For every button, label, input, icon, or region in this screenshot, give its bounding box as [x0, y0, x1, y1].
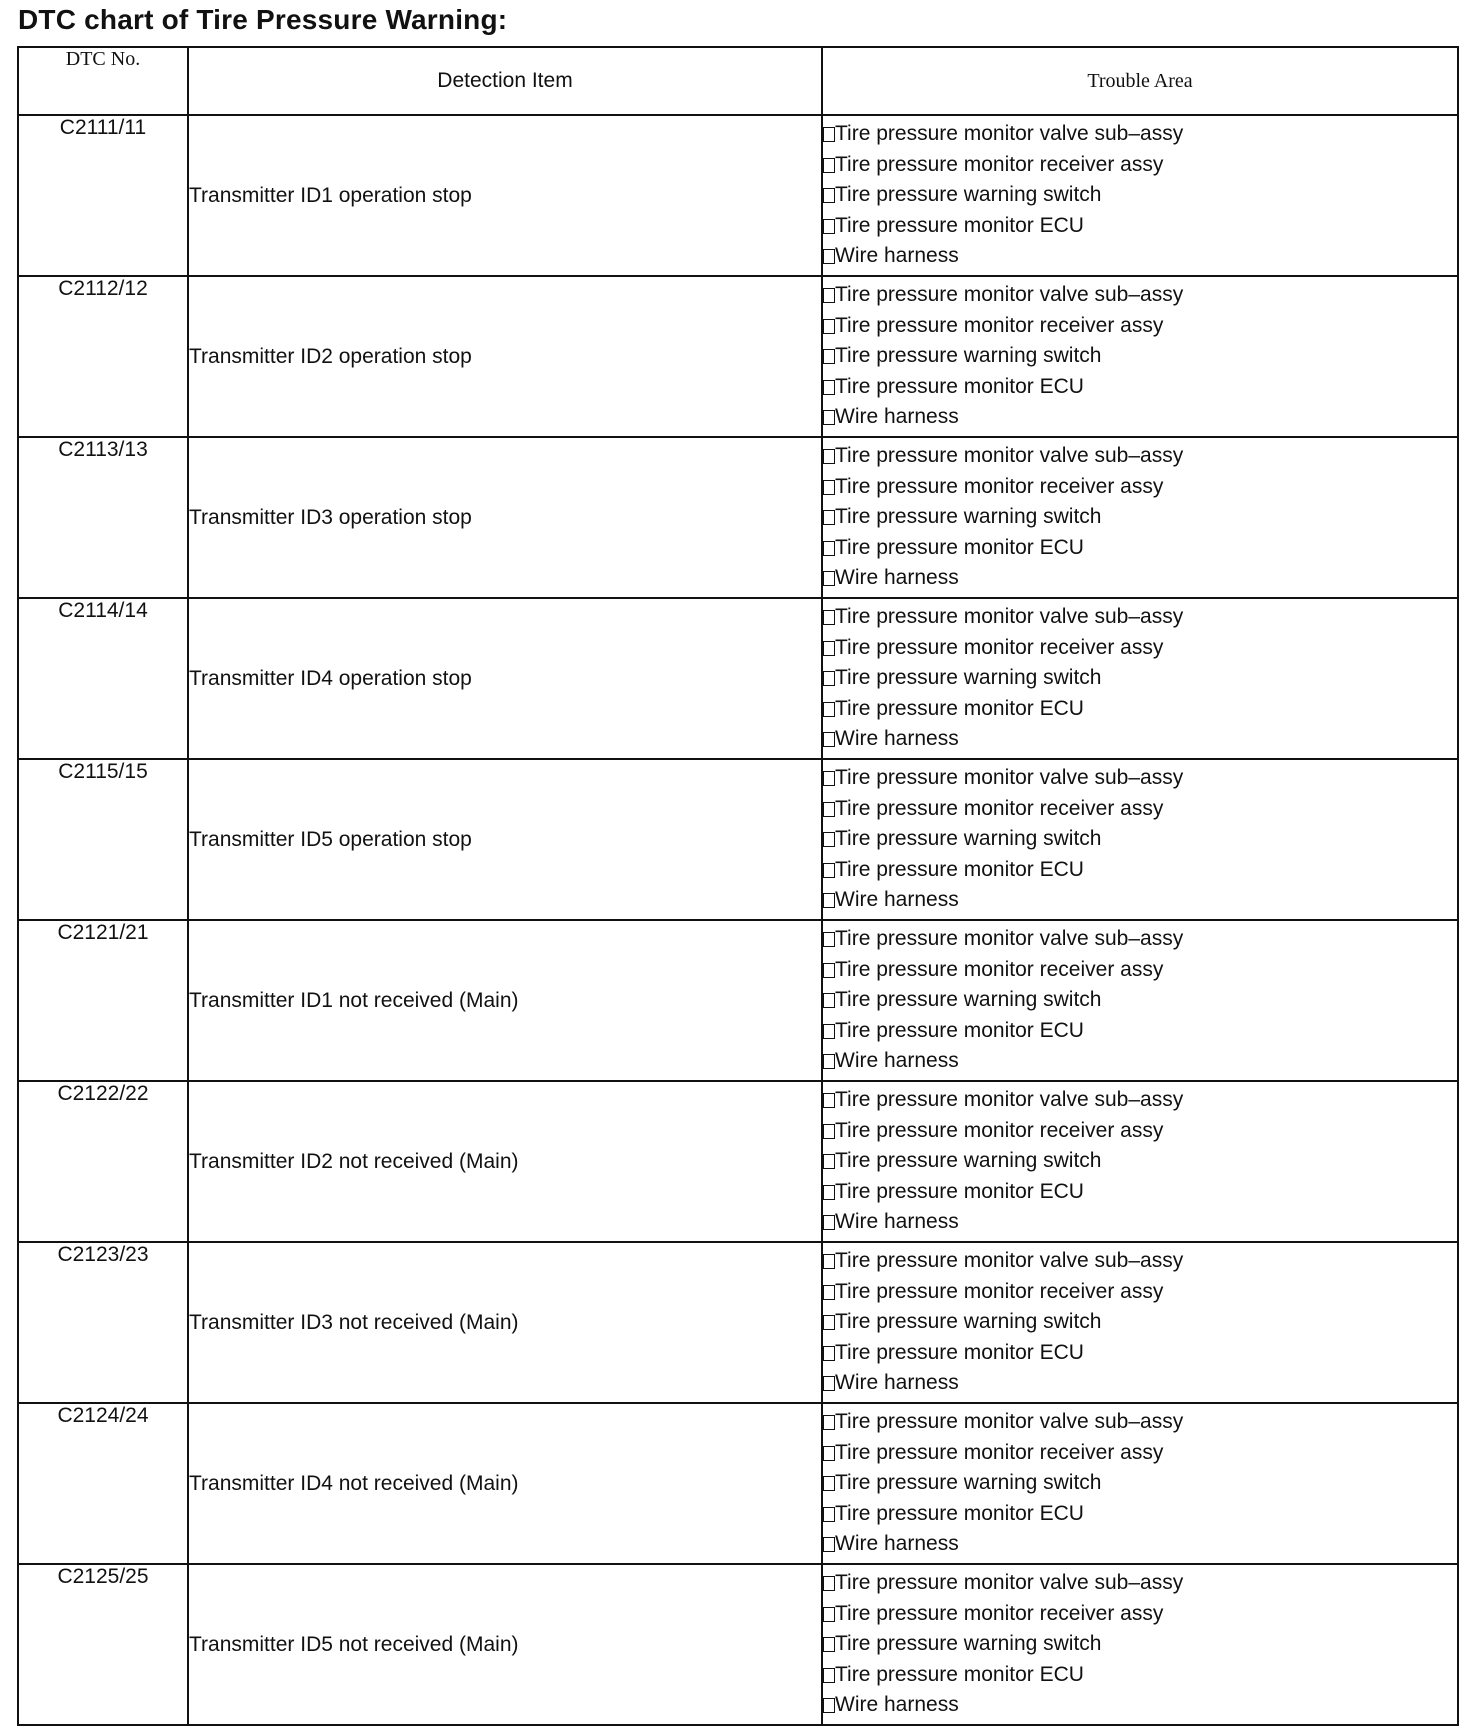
trouble-area-label: Tire pressure warning switch: [835, 988, 1102, 1012]
trouble-area-cell: [822, 598, 1458, 759]
checkbox-icon: [823, 288, 835, 303]
trouble-area-label: Tire pressure monitor ECU: [835, 1501, 1084, 1525]
detection-item-cell: Transmitter ID1 operation stop: [188, 115, 822, 276]
detection-item-cell: Transmitter ID4 not received (Main): [188, 1403, 822, 1564]
detection-item-cell: Transmitter ID4 operation stop: [188, 598, 822, 759]
trouble-area-cell: [822, 1564, 1458, 1725]
trouble-area-label: Wire harness: [835, 1532, 959, 1556]
dtc-table: [17, 46, 1459, 1726]
trouble-area-item: [823, 855, 1457, 885]
trouble-area-cell: [822, 1242, 1458, 1403]
checkbox-icon: [823, 219, 835, 234]
checkbox-icon: [823, 1607, 835, 1622]
checkbox-icon: [823, 1185, 835, 1200]
trouble-area-label: Tire pressure warning switch: [835, 344, 1102, 368]
checkbox-icon: [823, 1537, 835, 1552]
dtc-code-cell: C2121/21: [18, 920, 188, 1081]
trouble-area-item: [823, 241, 1457, 271]
detection-item-cell: Transmitter ID2 not received (Main): [188, 1081, 822, 1242]
trouble-area-item: [823, 1116, 1457, 1146]
checkbox-icon: [823, 510, 835, 525]
trouble-area-label: Wire harness: [835, 888, 959, 912]
trouble-area-item: [823, 1599, 1457, 1629]
detection-item-cell: Transmitter ID3 not received (Main): [188, 1242, 822, 1403]
checkbox-icon: [823, 610, 835, 625]
trouble-area-label: Tire pressure monitor receiver assy: [835, 313, 1164, 337]
trouble-area-label: Tire pressure monitor valve sub–assy: [835, 122, 1184, 146]
checkbox-icon: [823, 1698, 835, 1713]
trouble-area-label: Tire pressure monitor ECU: [835, 374, 1084, 398]
trouble-area-label: Tire pressure monitor receiver assy: [835, 1279, 1164, 1303]
checkbox-icon: [823, 380, 835, 395]
checkbox-icon: [823, 932, 835, 947]
checkbox-icon: [823, 158, 835, 173]
checkbox-icon: [823, 1315, 835, 1330]
trouble-area-item: [823, 372, 1457, 402]
trouble-area-cell: [822, 1403, 1458, 1564]
checkbox-icon: [823, 1254, 835, 1269]
dtc-code-cell: C2125/25: [18, 1564, 188, 1725]
trouble-area-item: [823, 694, 1457, 724]
dtc-code-cell: C2114/14: [18, 598, 188, 759]
checkbox-icon: [823, 410, 835, 425]
table-row: [18, 598, 1458, 759]
checkbox-icon: [823, 1054, 835, 1069]
checkbox-icon: [823, 1346, 835, 1361]
dtc-code-cell: C2123/23: [18, 1242, 188, 1403]
checkbox-icon: [823, 1154, 835, 1169]
trouble-area-label: Tire pressure monitor ECU: [835, 1179, 1084, 1203]
trouble-area-item: [823, 633, 1457, 663]
checkbox-icon: [823, 993, 835, 1008]
trouble-area-item: [823, 1568, 1457, 1598]
dtc-code-cell: C2124/24: [18, 1403, 188, 1564]
header-dtc-no: DTC No.: [18, 47, 188, 115]
dtc-code-cell: C2111/11: [18, 115, 188, 276]
table-row: [18, 1081, 1458, 1242]
checkbox-icon: [823, 249, 835, 264]
trouble-area-item: [823, 441, 1457, 471]
checkbox-icon: [823, 188, 835, 203]
checkbox-icon: [823, 802, 835, 817]
trouble-area-item: [823, 663, 1457, 693]
trouble-area-item: [823, 1146, 1457, 1176]
checkbox-icon: [823, 732, 835, 747]
trouble-area-item: [823, 763, 1457, 793]
trouble-area-item: [823, 1468, 1457, 1498]
trouble-area-label: Tire pressure monitor ECU: [835, 213, 1084, 237]
trouble-area-item: [823, 211, 1457, 241]
checkbox-icon: [823, 349, 835, 364]
trouble-area-label: Tire pressure monitor receiver assy: [835, 957, 1164, 981]
checkbox-icon: [823, 963, 835, 978]
trouble-area-label: Wire harness: [835, 566, 959, 590]
trouble-area-label: Wire harness: [835, 405, 959, 429]
table-body: [18, 115, 1458, 1725]
checkbox-icon: [823, 1376, 835, 1391]
detection-item-cell: Transmitter ID5 operation stop: [188, 759, 822, 920]
trouble-area-item: [823, 1207, 1457, 1237]
trouble-area-label: Tire pressure monitor ECU: [835, 1018, 1084, 1042]
trouble-area-item: [823, 402, 1457, 432]
trouble-area-item: [823, 563, 1457, 593]
checkbox-icon: [823, 1093, 835, 1108]
table-row: [18, 437, 1458, 598]
trouble-area-label: Tire pressure warning switch: [835, 505, 1102, 529]
trouble-area-item: [823, 724, 1457, 754]
trouble-area-label: Tire pressure monitor receiver assy: [835, 1601, 1164, 1625]
trouble-area-item: [823, 885, 1457, 915]
trouble-area-item: [823, 1338, 1457, 1368]
checkbox-icon: [823, 1124, 835, 1139]
trouble-area-label: Tire pressure monitor valve sub–assy: [835, 444, 1184, 468]
checkbox-icon: [823, 1446, 835, 1461]
checkbox-icon: [823, 319, 835, 334]
checkbox-icon: [823, 1637, 835, 1652]
checkbox-icon: [823, 571, 835, 586]
trouble-area-item: [823, 311, 1457, 341]
trouble-area-label: Tire pressure monitor valve sub–assy: [835, 1410, 1184, 1434]
trouble-area-item: [823, 1277, 1457, 1307]
trouble-area-label: Tire pressure monitor valve sub–assy: [835, 766, 1184, 790]
checkbox-icon: [823, 1668, 835, 1683]
table-row: [18, 1403, 1458, 1564]
page-title: DTC chart of Tire Pressure Warning:: [18, 4, 508, 35]
table-row: [18, 759, 1458, 920]
trouble-area-item: [823, 985, 1457, 1015]
checkbox-icon: [823, 863, 835, 878]
trouble-area-label: Tire pressure monitor receiver assy: [835, 474, 1164, 498]
trouble-area-item: [823, 502, 1457, 532]
trouble-area-label: Tire pressure monitor receiver assy: [835, 1440, 1164, 1464]
trouble-area-item: [823, 955, 1457, 985]
table-row: [18, 1564, 1458, 1725]
header-trouble-area: Trouble Area: [822, 47, 1458, 115]
trouble-area-item: [823, 119, 1457, 149]
dtc-code-cell: C2122/22: [18, 1081, 188, 1242]
checkbox-icon: [823, 893, 835, 908]
trouble-area-label: Tire pressure monitor valve sub–assy: [835, 1571, 1184, 1595]
trouble-area-label: Wire harness: [835, 727, 959, 751]
trouble-area-label: Wire harness: [835, 1371, 959, 1395]
trouble-area-label: Wire harness: [835, 244, 959, 268]
trouble-area-item: [823, 1016, 1457, 1046]
dtc-code-cell: C2112/12: [18, 276, 188, 437]
trouble-area-cell: [822, 115, 1458, 276]
trouble-area-item: [823, 794, 1457, 824]
detection-item-cell: Transmitter ID3 operation stop: [188, 437, 822, 598]
trouble-area-label: Tire pressure monitor receiver assy: [835, 796, 1164, 820]
checkbox-icon: [823, 702, 835, 717]
checkbox-icon: [823, 1285, 835, 1300]
trouble-area-label: Tire pressure warning switch: [835, 183, 1102, 207]
trouble-area-label: Tire pressure warning switch: [835, 1632, 1102, 1656]
trouble-area-label: Tire pressure monitor ECU: [835, 1662, 1084, 1686]
trouble-area-label: Tire pressure monitor valve sub–assy: [835, 605, 1184, 629]
trouble-area-label: Tire pressure monitor receiver assy: [835, 635, 1164, 659]
checkbox-icon: [823, 832, 835, 847]
trouble-area-item: [823, 924, 1457, 954]
table-row: [18, 276, 1458, 437]
checkbox-icon: [823, 771, 835, 786]
trouble-area-label: Tire pressure warning switch: [835, 666, 1102, 690]
trouble-area-label: Tire pressure warning switch: [835, 1471, 1102, 1495]
trouble-area-item: [823, 1085, 1457, 1115]
trouble-area-label: Tire pressure warning switch: [835, 827, 1102, 851]
trouble-area-item: [823, 1177, 1457, 1207]
table-header: [18, 47, 1458, 115]
trouble-area-item: [823, 1529, 1457, 1559]
header-detection-item: Detection Item: [188, 47, 822, 115]
trouble-area-label: Tire pressure monitor valve sub–assy: [835, 1249, 1184, 1273]
detection-item-cell: Transmitter ID2 operation stop: [188, 276, 822, 437]
trouble-area-item: [823, 150, 1457, 180]
trouble-area-label: Tire pressure monitor ECU: [835, 857, 1084, 881]
table-row: [18, 1242, 1458, 1403]
checkbox-icon: [823, 127, 835, 142]
trouble-area-item: [823, 1690, 1457, 1720]
trouble-area-cell: [822, 759, 1458, 920]
checkbox-icon: [823, 480, 835, 495]
trouble-area-item: [823, 602, 1457, 632]
trouble-area-item: [823, 1368, 1457, 1398]
checkbox-icon: [823, 1576, 835, 1591]
table-row: [18, 115, 1458, 276]
trouble-area-item: [823, 472, 1457, 502]
trouble-area-item: [823, 1438, 1457, 1468]
detection-item-cell: Transmitter ID5 not received (Main): [188, 1564, 822, 1725]
trouble-area-cell: [822, 1081, 1458, 1242]
dtc-code-cell: C2113/13: [18, 437, 188, 598]
trouble-area-item: [823, 1660, 1457, 1690]
header-row: [18, 47, 1458, 115]
trouble-area-label: Tire pressure monitor ECU: [835, 535, 1084, 559]
trouble-area-label: Tire pressure monitor ECU: [835, 696, 1084, 720]
trouble-area-item: [823, 180, 1457, 210]
trouble-area-item: [823, 1046, 1457, 1076]
trouble-area-item: [823, 533, 1457, 563]
trouble-area-label: Tire pressure monitor receiver assy: [835, 152, 1164, 176]
trouble-area-item: [823, 1246, 1457, 1276]
trouble-area-item: [823, 824, 1457, 854]
trouble-area-label: Tire pressure monitor ECU: [835, 1340, 1084, 1364]
trouble-area-label: Wire harness: [835, 1049, 959, 1073]
trouble-area-item: [823, 1499, 1457, 1529]
detection-item-cell: Transmitter ID1 not received (Main): [188, 920, 822, 1081]
checkbox-icon: [823, 541, 835, 556]
trouble-area-label: Tire pressure monitor valve sub–assy: [835, 283, 1184, 307]
trouble-area-cell: [822, 437, 1458, 598]
checkbox-icon: [823, 1476, 835, 1491]
checkbox-icon: [823, 641, 835, 656]
checkbox-icon: [823, 1415, 835, 1430]
trouble-area-item: [823, 341, 1457, 371]
checkbox-icon: [823, 1024, 835, 1039]
trouble-area-label: Tire pressure warning switch: [835, 1149, 1102, 1173]
trouble-area-label: Wire harness: [835, 1693, 959, 1717]
trouble-area-label: Tire pressure monitor valve sub–assy: [835, 1088, 1184, 1112]
trouble-area-cell: [822, 920, 1458, 1081]
trouble-area-label: Tire pressure monitor valve sub–assy: [835, 927, 1184, 951]
dtc-code-cell: C2115/15: [18, 759, 188, 920]
checkbox-icon: [823, 1215, 835, 1230]
checkbox-icon: [823, 449, 835, 464]
trouble-area-item: [823, 280, 1457, 310]
checkbox-icon: [823, 1507, 835, 1522]
trouble-area-item: [823, 1629, 1457, 1659]
trouble-area-label: Wire harness: [835, 1210, 959, 1234]
table-row: [18, 920, 1458, 1081]
trouble-area-item: [823, 1307, 1457, 1337]
trouble-area-item: [823, 1407, 1457, 1437]
trouble-area-cell: [822, 276, 1458, 437]
trouble-area-label: Tire pressure warning switch: [835, 1310, 1102, 1334]
trouble-area-label: Tire pressure monitor receiver assy: [835, 1118, 1164, 1142]
checkbox-icon: [823, 671, 835, 686]
